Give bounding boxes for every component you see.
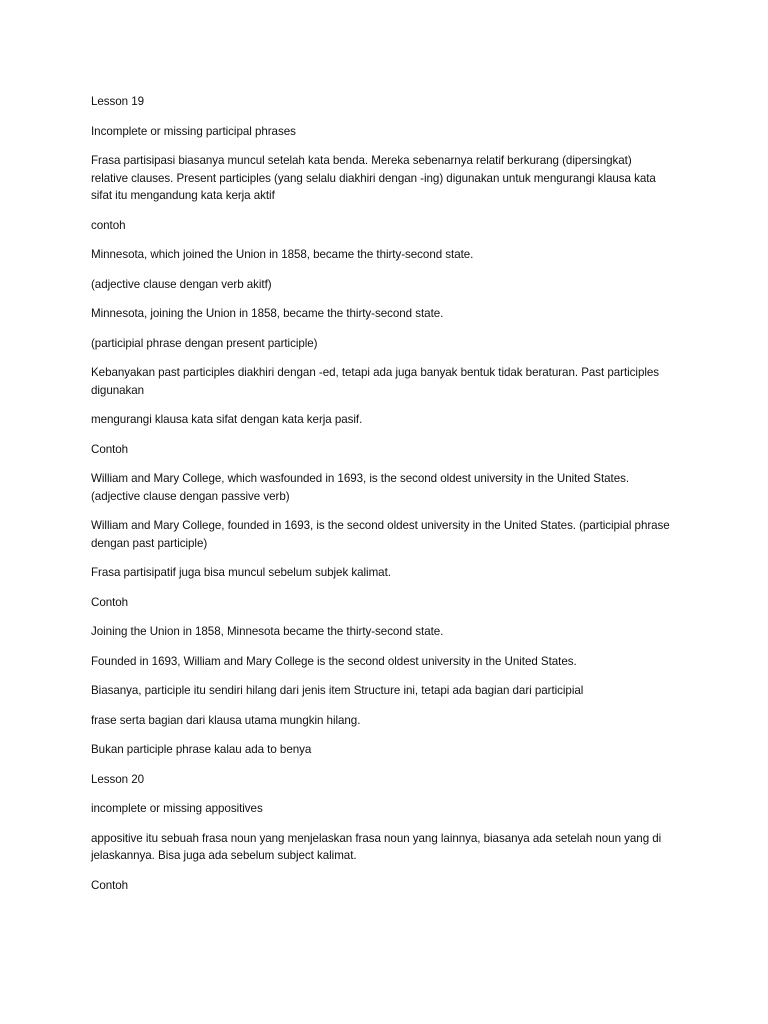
example-label: Contoh: [91, 442, 129, 456]
paragraph: Frasa partisipasi biasanya muncul setelah kata benda. Mereka sebenarnya relatif berkurang (dipersingkat) relative clauses. Present participles (yang selalu diakhiri dengan -ing) digunakan untuk mengurangi klausa kata sifat itu mengandung kata kerja aktif: [91, 154, 656, 202]
paragraph: frase serta bagian dari klausa utama mungkin hilang.: [91, 713, 361, 727]
example-note: (participial phrase dengan present participle): [91, 336, 318, 350]
example-label: Contoh: [91, 595, 129, 609]
lesson-19-heading: Lesson 19: [91, 95, 145, 108]
paragraph: Biasanya, participle itu sendiri hilang dari jenis item Structure ini, tetapi ada bagian dari participial: [91, 684, 584, 697]
example-sentence: Founded in 1693, William and Mary College is the second oldest university in the United States.: [91, 654, 577, 668]
lesson-20-topic: incomplete or missing appositives: [91, 802, 263, 815]
example-note: (adjective clause dengan verb akitf): [91, 277, 272, 291]
example-label: contoh: [91, 218, 126, 232]
paragraph: mengurangi klausa kata sifat dengan kata kerja pasif.: [91, 413, 363, 426]
example-sentence: William and Mary College, founded in 1693, is the second oldest university in the United States. (participial phrase dengan past participle): [91, 519, 670, 550]
lesson-19-topic: Incomplete or missing participal phrases: [91, 124, 296, 138]
example-sentence: William and Mary College, which wasfounded in 1693, is the second oldest university in the United States. (adjective clause dengan passive verb): [91, 472, 630, 503]
example-sentence: Minnesota, which joined the Union in 1858, became the thirty-second state.: [91, 248, 474, 261]
example-sentence: Joining the Union in 1858, Minnesota became the thirty-second state.: [91, 625, 444, 638]
paragraph: Kebanyakan past participles diakhiri dengan -ed, tetapi ada juga banyak bentuk tidak beraturan. Past participles digunakan: [91, 366, 660, 397]
lesson-20-heading: Lesson 20: [91, 772, 145, 786]
paragraph: Bukan participle phrase kalau ada to benya: [91, 743, 312, 756]
paragraph: Frasa partisipatif juga bisa muncul sebelum subjek kalimat.: [91, 566, 391, 579]
example-sentence: Minnesota, joining the Union in 1858, became the thirty-second state.: [91, 307, 444, 320]
example-label: Contoh: [91, 878, 129, 892]
paragraph: appositive itu sebuah frasa noun yang menjelaskan frasa noun yang lainnya, biasanya ada setelah noun yang di jelaskannya. Bisa juga ada sebelum subject kalimat.: [91, 831, 662, 862]
document-body: [91, 93, 671, 906]
